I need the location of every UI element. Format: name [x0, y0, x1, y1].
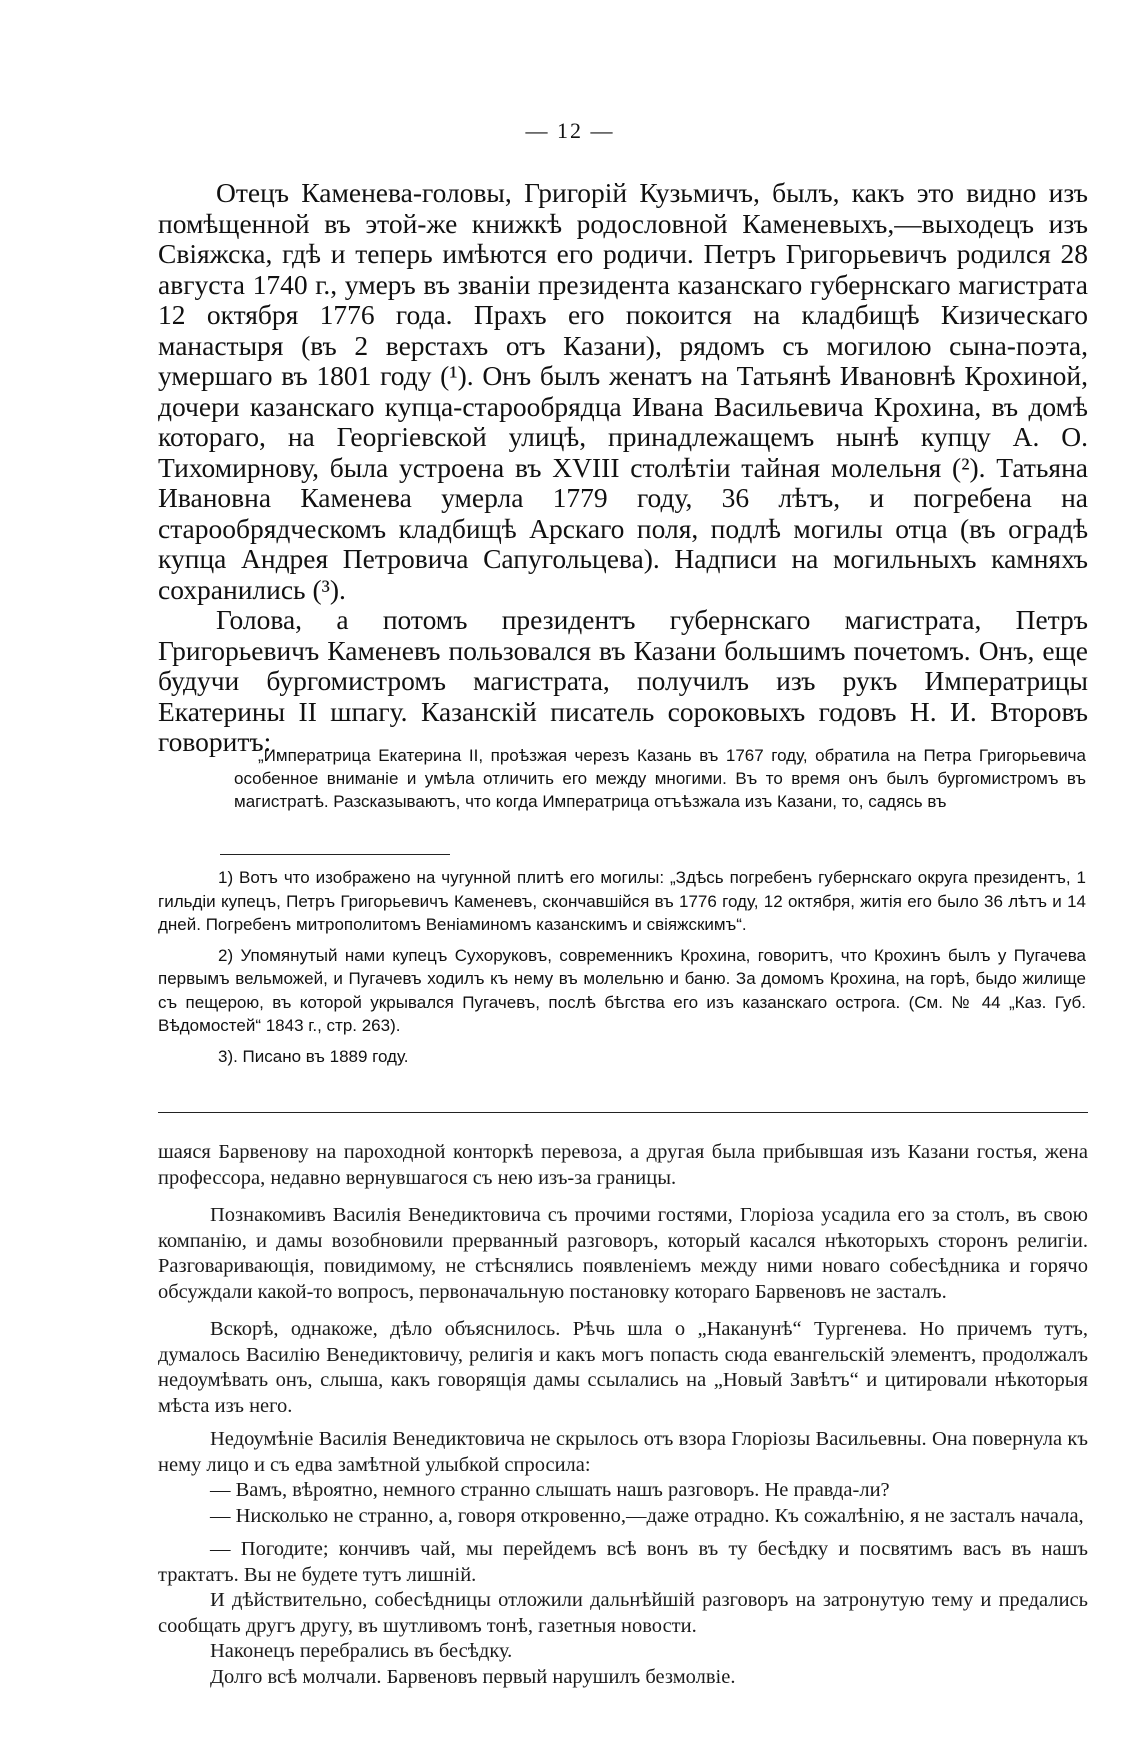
footnote-1: 1) Вотъ что изображено на чугунной плитѣ его могилы: „Здѣсь погребенъ губернскаго округа президентъ, 1 гильдіи купецъ, Петръ Григорьевичъ Каменевъ, скончавшійся въ 1776 году, 12 октября, житія его было 36 лѣтъ и 14 дней. Погребенъ митрополитомъ Веніаминомъ казанскимъ и свіяжскимъ“.: [158, 868, 1086, 934]
main-paragraph: Отецъ Каменева-головы, Григорій Кузьмичъ, былъ, какъ это видно изъ помѣщенной въ этой-же книжкѣ родословной Каменевыхъ,—выходецъ изъ Свіяжска, гдѣ и теперь имѣются его родичи. Петръ Григорьевичъ родился 28 августа 1740 г., умеръ въ званіи президента казанскаго губернскаго магистрата 12 октября 1776 года. Прахъ его покоится на кладбищѣ Кизическаго манастыря (въ 2 верстахъ отъ Казани), рядомъ съ могилою сына-поэта, умершаго въ 1801 году (¹). Онъ былъ женатъ на Татьянѣ Ивановнѣ Крохиной, дочери казанскаго купца-старообрядца Ивана Васильевича Крохина, въ домѣ котораго, на Георгіевской улицѣ, принадлежащемъ нынѣ купцу А. О. Тихомирнову, была устроена въ XVIII столѣтіи тайная молельня (²). Татьяна Ивановна Каменева умерла 1779 году, 36 лѣтъ, и погребена на старообрядческомъ кладбищѣ Арскаго поля, подлѣ могилы отца (въ оградѣ купца Андрея Петровича Сапугольцева). Надписи на могильныхъ камняхъ сохранились (³).: [158, 177, 1088, 605]
quotation-text: „Императрица Екатерина II, проѣзжая черезъ Казань въ 1767 году, обратила на Петра Григорьевича особенное вниманіе и умѣла отличить его между многими. Въ то время онъ былъ бургомистромъ въ магистратѣ. Разсказываютъ, что когда Императрица отъѣзжала изъ Казани, то, садясь въ: [234, 746, 1086, 811]
main-text: [158, 178, 1088, 758]
novel-paragraph: Недоумѣніе Василія Венедиктовича не скрылось отъ взора Глоріозы Васильевны. Она повернула къ нему лицо и съ едва замѣтной улыбкой спросила:: [158, 1428, 1088, 1476]
novel-paragraph: Познакомивъ Василія Венедиктовича съ прочими гостями, Глоріоза усадила его за столъ, въ свою компанію, и дамы возобновили прерванный разговоръ, который касался нѣкоторыхъ сторонъ религіи. Разговаривающія, повидимому, не стѣснялись появленіемъ между ними новаго собесѣдника и горячо обсуждали какой-то вопросъ, первоначальную постановку котораго Барвеновъ не засталъ.: [158, 1204, 1088, 1303]
footnotes: [158, 866, 1086, 1075]
novel-paragraph: шаяся Барвенову на пароходной конторкѣ перевоза, а другая была прибывшая изъ Казани гостья, жена профессора, недавно вернувшагося съ нею изъ-за границы.: [158, 1141, 1088, 1189]
novel-dialogue: — Нисколько не странно, а, говоря откровенно,—даже отрадно. Къ сожалѣнію, я не засталъ начала,: [210, 1504, 1084, 1527]
novel-dialogue: — Погодите; кончивъ чай, мы перейдемъ всѣ вонъ въ ту бесѣдку и посвятимъ васъ въ нашъ трактатъ. Вы не будете тутъ лишній.: [158, 1538, 1088, 1586]
footnote-3: 3). Писано въ 1889 году.: [218, 1046, 409, 1066]
novel-paragraph: Долго всѣ молчали. Барвеновъ первый нарушилъ безмолвіе.: [210, 1665, 736, 1688]
page-number: — 12 —: [525, 118, 615, 143]
novel-paragraph: Наконецъ перебрались въ бесѣдку.: [210, 1640, 513, 1662]
main-paragraph: Голова, а потомъ президентъ губернскаго магистрата, Петръ Григорьевичъ Каменевъ пользовался въ Казани большимъ почетомъ. Онъ, еще будучи бургомистромъ магистрата, получилъ изъ рукъ Императрицы Екатерины II шпагу. Казанскій писатель сороковыхъ годовъ Н. И. Второвъ говоритъ:: [158, 604, 1088, 757]
novel-text: [158, 1140, 1088, 1690]
quotation-block: [234, 744, 1086, 813]
footnote-divider: [220, 854, 450, 855]
novel-paragraph: Вскорѣ, однакоже, дѣло объяснилось. Рѣчь шла о „Наканунѣ“ Тургенева. Но причемъ тутъ, думалось Василію Венедиктовичу, религія и какъ могъ попасть сюда евангельскій элементъ, продолжалъ недоумѣвать онъ, слыша, какъ говорящія дамы ссылались на „Новый Завѣтъ“ и цитировали нѣкоторыя мѣста изъ него.: [158, 1318, 1088, 1417]
section-divider: [158, 1112, 1088, 1113]
footnote-2: 2) Упомянутый нами купецъ Сухоруковъ, современникъ Крохина, говоритъ, что Крохинъ былъ у Пугачева первымъ вельможей, и Пугачевъ ходилъ къ нему въ молельню и баню. За домомъ Крохина, на горѣ, быдо жилище съ пещерою, въ которой укрывался Пугачевъ, послѣ бѣгства его изъ казанскаго острога. (См. № 44 „Каз. Губ. Вѣдомостей“ 1843 г., стр. 263).: [158, 945, 1086, 1035]
novel-paragraph: И дѣйствительно, собесѣдницы отложили дальнѣйшій разговоръ на затронутую тему и предались сообщать другъ другу, въ шутливомъ тонѣ, газетныя новости.: [158, 1589, 1088, 1637]
novel-dialogue: — Вамъ, вѣроятно, немного странно слышать нашъ разговоръ. Не правда-ли?: [210, 1479, 890, 1501]
